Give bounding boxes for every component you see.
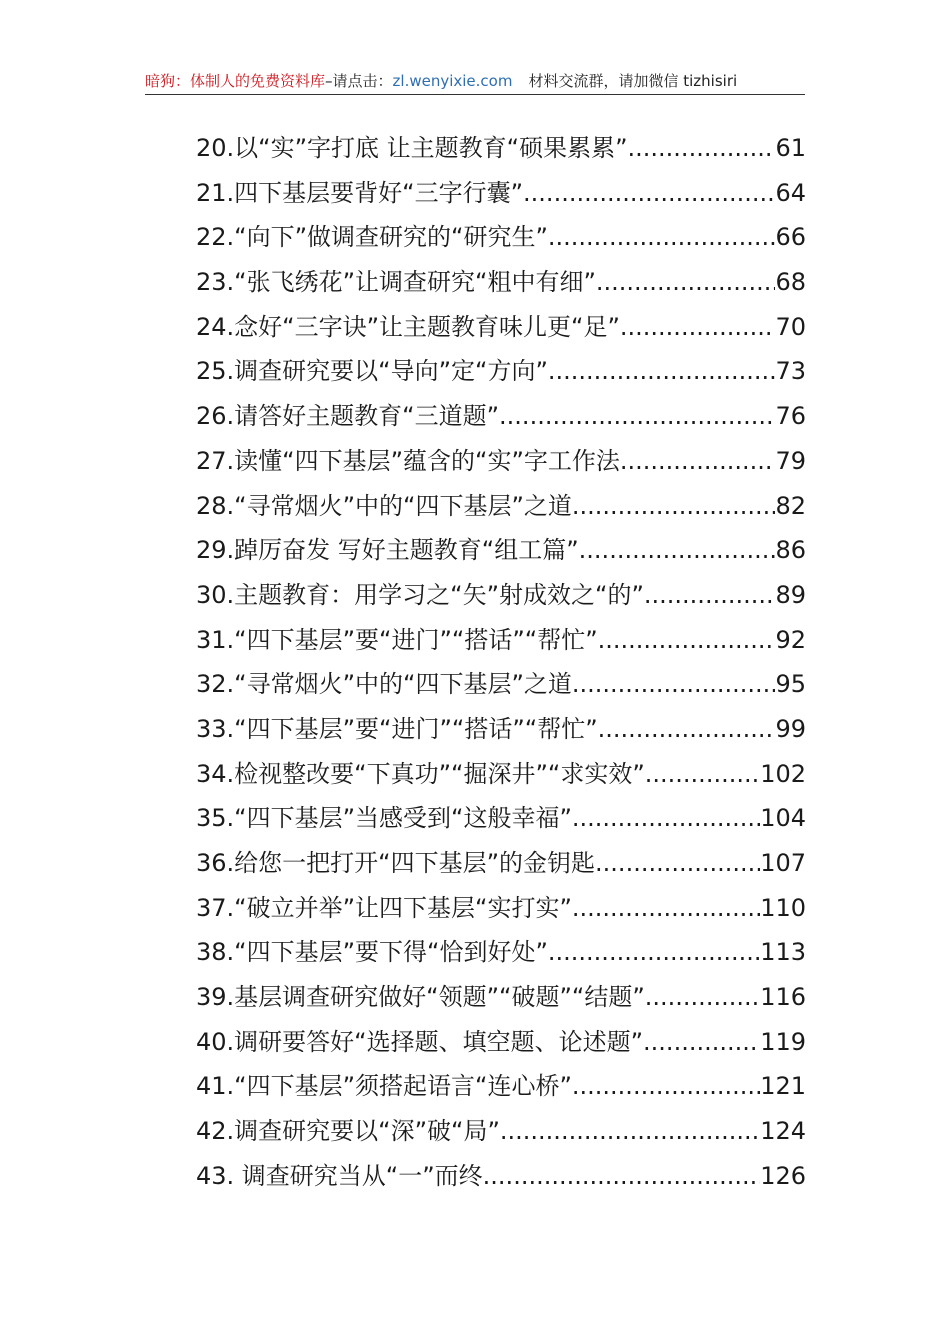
toc-entry[interactable] (196, 752, 806, 797)
toc-entry-title: 41.“四下基层”须搭起语言“连心桥” (196, 1072, 572, 1101)
toc-entry-title: 22.“向下”做调查研究的“研究生” (196, 223, 548, 252)
toc-entry[interactable] (196, 305, 806, 350)
page-header (145, 68, 805, 94)
toc-entry[interactable] (196, 260, 806, 305)
toc-entry-page-number: 61 (775, 134, 806, 162)
toc-entry[interactable] (196, 1064, 806, 1109)
toc-entry-title: 20.以“实”字打底 让主题教育“硕果累累” (196, 134, 628, 162)
toc-entry[interactable] (196, 171, 806, 216)
toc-entry-page-number: 70 (775, 312, 806, 341)
toc-entry[interactable] (196, 573, 806, 618)
toc-entry[interactable] (196, 1109, 806, 1154)
toc-entry-page-number: 64 (775, 178, 806, 207)
toc-entry-title: 24.念好“三字诀”让主题教育味儿更“足” (196, 312, 620, 341)
toc-entry-title: 21.四下基层要背好“三字行囊” (196, 178, 524, 207)
toc-entry[interactable] (196, 126, 806, 171)
toc-dot-leader (548, 930, 760, 975)
toc-dot-leader (620, 439, 776, 484)
toc-entry-page-number: 86 (775, 536, 806, 565)
toc-entry-page-number: 119 (760, 1027, 806, 1056)
toc-entry-title: 27.读懂“四下基层”蕴含的“实”字工作法 (196, 446, 620, 475)
toc-dot-leader (620, 305, 776, 350)
toc-entry-page-number: 76 (775, 402, 806, 431)
toc-entry-title: 34.检视整改要“下真功”“掘深井”“求实效” (196, 759, 645, 788)
toc-dot-leader (572, 1064, 760, 1109)
toc-entry-title: 23.“张飞绣花”让调查研究“粗中有细” (196, 268, 596, 297)
toc-entry[interactable] (196, 215, 806, 260)
toc-entry[interactable] (196, 349, 806, 394)
toc-dot-leader (500, 1109, 760, 1154)
toc-entry-title: 31.“四下基层”要“进门”“搭话”“帮忙” (196, 625, 598, 654)
toc-dot-leader (644, 573, 776, 618)
toc-dot-leader (572, 796, 760, 841)
table-of-contents (196, 126, 806, 1199)
toc-entry-title: 25.调查研究要以“导向”定“方向” (196, 357, 548, 386)
toc-entry-page-number: 89 (775, 580, 806, 609)
toc-entry-page-number: 116 (760, 983, 806, 1012)
toc-dot-leader (548, 215, 776, 260)
toc-entry-page-number: 68 (775, 268, 806, 297)
toc-dot-leader (548, 349, 776, 394)
toc-entry[interactable] (196, 1154, 806, 1199)
toc-dot-leader (598, 618, 776, 663)
toc-entry[interactable] (196, 394, 806, 439)
toc-entry-title: 38.“四下基层”要下得“恰到好处” (196, 938, 548, 967)
toc-entry-page-number: 104 (760, 804, 806, 833)
toc-entry[interactable] (196, 618, 806, 663)
toc-entry-page-number: 82 (775, 491, 806, 520)
toc-entry-title: 42.调查研究要以“深”破“局” (196, 1117, 500, 1146)
toc-entry[interactable] (196, 707, 806, 752)
toc-entry-title: 37.“破立并举”让四下基层“实打实” (196, 893, 572, 922)
toc-dot-leader (572, 662, 776, 707)
toc-entry[interactable] (196, 841, 806, 886)
toc-entry-page-number: 124 (760, 1117, 806, 1146)
toc-entry[interactable] (196, 930, 806, 975)
header-divider (145, 94, 805, 95)
toc-entry-page-number: 95 (775, 670, 806, 699)
toc-dot-leader (628, 126, 776, 171)
toc-entry[interactable] (196, 975, 806, 1020)
toc-entry-page-number: 113 (760, 938, 806, 967)
toc-entry-title: 40.调研要答好“选择题、填空题、论述题” (196, 1027, 644, 1056)
toc-dot-leader (579, 528, 776, 573)
toc-dot-leader (596, 260, 776, 305)
toc-entry-page-number: 121 (760, 1072, 806, 1101)
toc-entry[interactable] (196, 662, 806, 707)
toc-dot-leader (499, 394, 775, 439)
toc-entry-page-number: 110 (760, 893, 806, 922)
toc-dot-leader (523, 171, 775, 216)
toc-dot-leader (645, 975, 760, 1020)
toc-entry-title: 35.“四下基层”当感受到“这般幸福” (196, 804, 572, 833)
toc-dot-leader (645, 752, 760, 797)
toc-entry-page-number: 107 (760, 849, 806, 877)
header-click-prompt: –请点击： (325, 72, 393, 90)
header-brand: 暗狗：体制人的免费资料库 (145, 72, 326, 90)
toc-entry-title: 32.“寻常烟火”中的“四下基层”之道 (196, 670, 572, 699)
toc-entry-title: 26.请答好主题教育“三道题” (196, 402, 500, 431)
toc-entry-title: 43. 调查研究当从“一”而终 (196, 1161, 483, 1190)
toc-entry-title: 36.给您一把打开“四下基层”的金钥匙 (196, 849, 596, 877)
toc-dot-leader (483, 1154, 761, 1199)
toc-entry[interactable] (196, 886, 806, 931)
toc-entry-page-number: 126 (760, 1161, 806, 1190)
toc-dot-leader (595, 841, 760, 886)
toc-entry[interactable] (196, 796, 806, 841)
toc-entry-title: 39.基层调查研究做好“领题”“破题”“结题” (196, 983, 645, 1012)
toc-entry-page-number: 99 (775, 714, 806, 743)
toc-dot-leader (598, 707, 776, 752)
toc-entry[interactable] (196, 528, 806, 573)
header-wechat-note: 材料交流群，请加微信 tizhisiri (528, 72, 738, 90)
toc-dot-leader (572, 484, 776, 529)
toc-entry-title: 28.“寻常烟火”中的“四下基层”之道 (196, 491, 572, 520)
toc-entry-page-number: 102 (760, 759, 806, 788)
toc-entry-page-number: 73 (775, 357, 806, 386)
toc-entry-title: 30.主题教育：用学习之“矢”射成效之“的” (196, 580, 644, 609)
toc-entry[interactable] (196, 439, 806, 484)
header-url-link[interactable]: zl.wenyixie.com (392, 72, 513, 90)
toc-entry-page-number: 79 (775, 446, 806, 475)
toc-entry-title: 33.“四下基层”要“进门”“搭话”“帮忙” (196, 714, 598, 743)
toc-dot-leader (572, 886, 760, 931)
toc-entry[interactable] (196, 1020, 806, 1065)
toc-entry[interactable] (196, 484, 806, 529)
toc-entry-title: 29.踔厉奋发 写好主题教育“组工篇” (196, 536, 579, 565)
toc-dot-leader (643, 1020, 760, 1065)
toc-entry-page-number: 92 (775, 625, 806, 654)
toc-entry-page-number: 66 (775, 223, 806, 252)
